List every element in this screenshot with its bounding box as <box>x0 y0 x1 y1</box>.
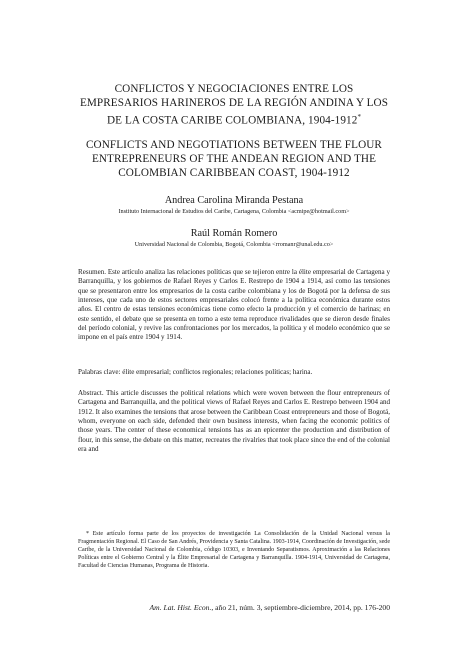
footnote-mark: * <box>86 531 90 537</box>
abstract-spanish-label: Resumen. <box>78 268 106 276</box>
abstract-english-text: This article discusses the political relations which were woven between the flour entrepreneurs of Cartagena and Barranquilla, and the political views of Rafael Reyes and Carlos E. Restrepo between 1904 and 1912. It also examines the tensions that arose between the Caribbean Coast entrepreneurs and those of Bogotá, whom, everyone on each side, defended their own business interests, when facing the economic politics of those years. The center of these economical tensions has as an epicenter the production and distribution of flour, in this sense, the debate on this matter, recreates the rivalries that took place since the end of the colonial era and <box>78 389 390 454</box>
keywords <box>78 368 390 377</box>
keywords-label: Palabras clave: <box>78 368 121 376</box>
footnote <box>78 530 390 570</box>
abstract-english <box>78 389 390 505</box>
journal-citation <box>150 603 390 613</box>
abstract-english-label: Abstract. <box>78 389 104 397</box>
title-spanish-text: CONFLICTOS Y NEGOCIACIONES ENTRE LOS EMPRESARIOS HARINEROS DE LA REGIÓN ANDINA Y LOS DE LA COSTA CARIBE COLOMBIANA, 1904-1912 <box>79 83 389 127</box>
journal-name: Am. Lat. Hist. Econ. <box>149 603 212 612</box>
footnote-text: Este artículo forma parte de los proyectos de investigación La Consolidación de la Unidad Nacional versus la Fragmentación Regional. El Caso de San Andrés, Providencia y Santa Catalina. 1903-1914, Coordinación de Investigación, sede Caribe, de la Universidad Nacional de Colombia, código 10303, e Inventando Separatismos. Aproximación a las Relaciones Políticas entre el Gobierno Central y la Élite Empresarial de Cartagena y Barranquilla. 1904-1914, Universidad de Cartagena, Facultad de Ciencias Humanas, Programa de Historia. <box>78 531 390 569</box>
author-affiliation: Instituto Internacional de Estudios del Caribe, Cartagena, Colombia <acmipe@hotmail.com> <box>118 208 350 215</box>
author-name: Raúl Román Romero <box>190 228 278 239</box>
author-name: Andrea Carolina Miranda Pestana <box>164 195 304 206</box>
author-affiliation: Universidad Nacional de Colombia, Bogotá, Colombia <rromanr@unal.edu.co> <box>134 241 334 248</box>
abstract-spanish <box>78 268 390 343</box>
keywords-text: élite empresarial; conflictos regionales; relaciones políticas; harina. <box>122 368 313 376</box>
abstract-spanish-text: Este artículo analiza las relaciones políticas que se tejieron entre la élite empresarial de Cartagena y Barranquilla, y los gobiernos de Rafael Reyes y Carlos E. Restrepo de 1904 a 1914, así como las tensiones que se presentaron entre los empresarios de la costa caribe colombiana y los de Bogotá por la defensa de sus intereses, que cada uno de estos sectores empresariales colocó frente a la política económica durante estos años. El centro de estas tensiones económicas tiene como efecto la producción y el comercio de harinas; en este sentido, el debate que se presenta en torno a este tema reproduce rivalidades que se dieron desde finales del período colonial, y revive las confrontaciones por los mercados, la política y el modelo económico que se impone en el país entre 1904 y 1914. <box>78 268 390 342</box>
title-english: CONFLICTS AND NEGOTIATIONS BETWEEN THE FLOUR ENTREPRENEURS OF THE ANDEAN REGION AND THE COLOMBIAN CARIBBEAN COAST, 1904-1912 <box>86 139 382 179</box>
title-spanish <box>78 82 390 128</box>
citation-details: , año 21, núm. 3, septiembre-diciembre, 2014, pp. 176-200 <box>211 603 390 612</box>
title-footnote-mark: * <box>357 113 362 121</box>
